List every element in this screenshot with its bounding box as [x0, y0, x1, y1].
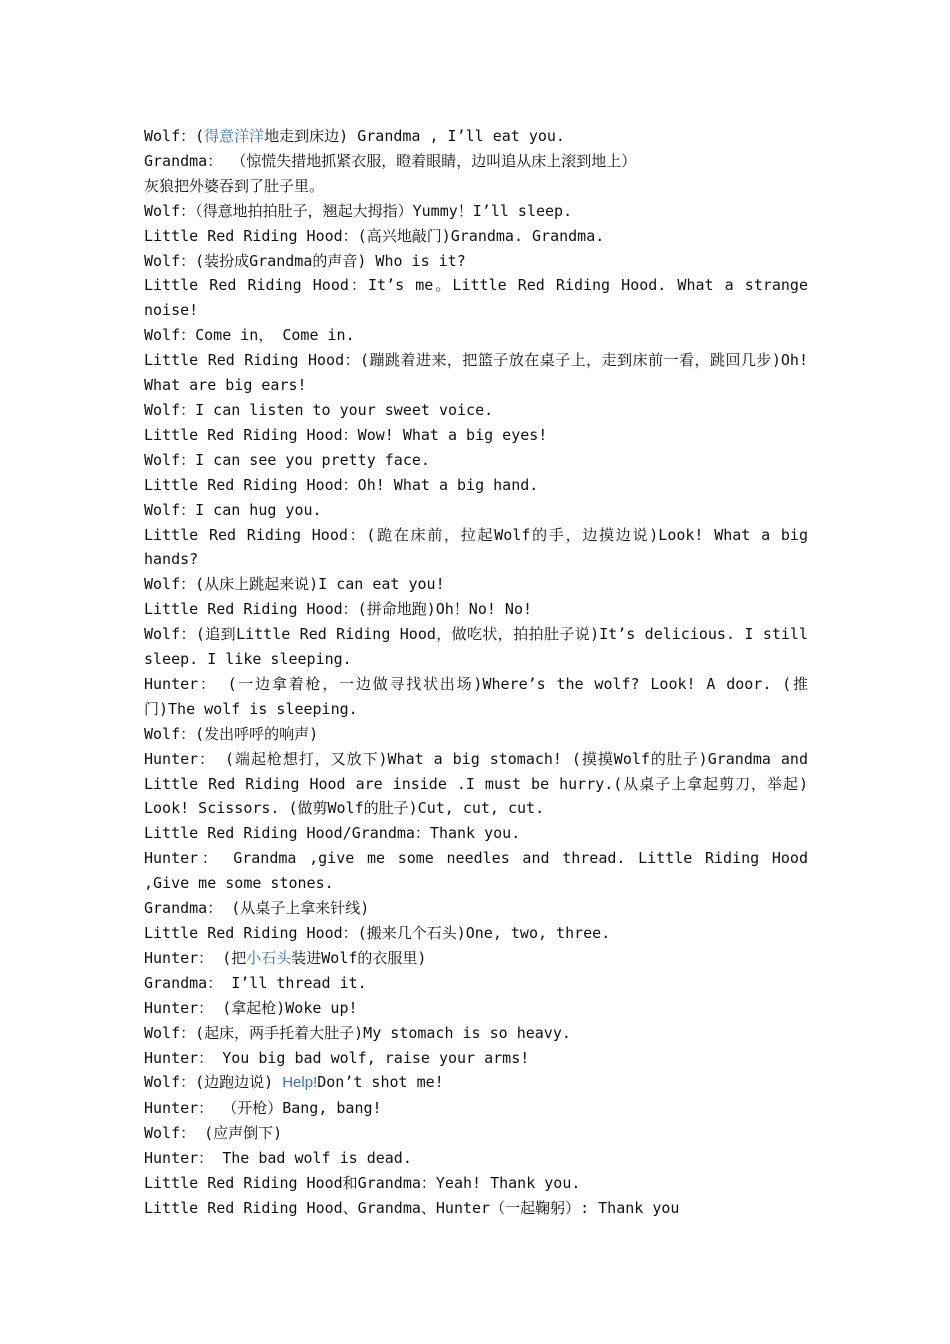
script-line: Wolf：Come in， Come in. [144, 326, 355, 345]
script-line: Hunter： Grandma ,give me some needles and thread. Little Riding Hood ,Give me some stones. [144, 849, 808, 893]
script-line: Little Red Riding Hood：(跪在床前，拉起Wolf的手，边摸边说)Look! What a big hands? [144, 525, 808, 569]
script-line: Wolf：I can hug you. [144, 500, 322, 519]
script-line: Little Red Riding Hood：Wow! What a big eyes! [144, 425, 548, 444]
script-line: Hunter： （开枪）Bang, bang! [144, 1099, 382, 1118]
script-line: Little Red Riding Hood：It’s me。Little Red Riding Hood. What a strange noise! [144, 276, 808, 320]
script-line: Wolf：(起床，两手托着大肚子)My stomach is so heavy. [144, 1023, 571, 1042]
script-line: Little Red Riding Hood、Grandma、Hunter（一起鞠躬）: Thank you [144, 1198, 680, 1217]
play-script [144, 124, 808, 1221]
script-line: Little Red Riding Hood和Grandma：Yeah! Thank you. [144, 1174, 581, 1193]
script-line: Hunter： You big bad wolf, raise your arms! [144, 1048, 530, 1067]
script-line: Hunter： (把小石头装进Wolf的衣服里) [144, 948, 427, 967]
link-help[interactable]: Help! [282, 1074, 318, 1092]
script-line: Hunter： The bad wolf is dead. [144, 1149, 412, 1168]
script-line: Grandma： (从桌子上拿来针线) [144, 899, 370, 918]
script-line: Wolf： (应声倒下) [144, 1124, 283, 1143]
script-line: Wolf：(装扮成Grandma的声音) Who is it? [144, 251, 466, 270]
script-line: Grandma： （惊慌失措地抓紧衣服，瞪着眼睛，边叫追从床上滚到地上） [144, 151, 637, 170]
script-line: Hunter： (端起枪想打，又放下)What a big stomach! (摸摸Wolf的肚子)Grandma and Little Red Riding Hood are inside .I must be hurry.(从桌子上拿起剪刀，举起) Look! Scissors. (做剪Wolf的肚子)Cut, cut, cut. [144, 749, 808, 818]
script-line: Wolf：(发出呼呼的响声) [144, 724, 319, 743]
script-line: Grandma： I’ll thread it. [144, 973, 367, 992]
script-line: Hunter： (一边拿着枪，一边做寻找状出场)Where’s the wolf? Look! A door. (推门)The wolf is sleeping. [144, 674, 808, 718]
script-line: 灰狼把外婆吞到了肚子里。 [144, 176, 325, 195]
script-line: Little Red Riding Hood：Oh! What a big hand. [144, 475, 539, 494]
script-line: Wolf：(追到Little Red Riding Hood，做吃状，拍拍肚子说)It’s delicious. I still sleep. I like sleeping. [144, 625, 808, 669]
script-line: Wolf：(边跑边说) Help!Don’t shot me! [144, 1073, 444, 1092]
link-xiao-shitou[interactable]: 小石头 [246, 948, 292, 967]
script-line: Wolf：(从床上跳起来说)I can eat you! [144, 575, 445, 594]
script-line: Wolf：(得意洋洋地走到床边) Grandma , I’ll eat you. [144, 127, 565, 145]
script-line: Little Red Riding Hood：(高兴地敲门)Grandma. Grandma. [144, 226, 605, 245]
script-line: Wolf：I can see you pretty face. [144, 450, 430, 469]
script-line: Little Red Riding Hood：(蹦跳着进来，把篮子放在桌子上，走到床前一看，跳回几步)Oh! What are big ears! [144, 351, 808, 395]
script-line: Hunter： (拿起枪)Woke up! [144, 998, 358, 1017]
link-deyi-yangyang[interactable]: 得意洋洋 [204, 127, 265, 145]
script-line: Little Red Riding Hood：(拼命地跑)Oh！No! No! [144, 600, 533, 619]
script-line: Wolf：（得意地拍拍肚子，翘起大拇指）Yummy！I’ll sleep. [144, 201, 573, 220]
script-line: Little Red Riding Hood/Grandma：Thank you. [144, 824, 521, 843]
script-line: Wolf：I can listen to your sweet voice. [144, 400, 494, 419]
script-line: Little Red Riding Hood：(搬来几个石头)One, two, three. [144, 924, 611, 942]
